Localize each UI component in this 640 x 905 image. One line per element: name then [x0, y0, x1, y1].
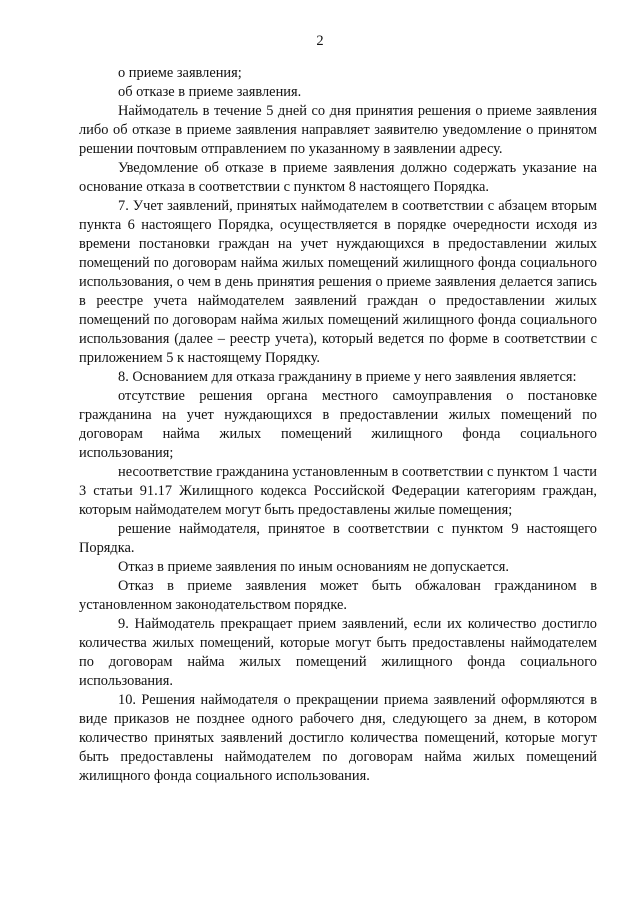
- paragraph-clause-10: 10. Решения наймодателя о прекращении приема заявлений оформляются в виде приказов не позднее одного рабочего дня, следующего за днем, в котором количество принятых заявлений достигло количества помещений, которые могут быть предоставлены наймодателем по договорам найма жилых помещений жилищного фонда социального использования.: [79, 692, 597, 784]
- paragraph-ground-no-decision: отсутствие решения органа местного самоуправления о постановке гражданина на учет нуждающихся в предоставлении жилых помещений по договорам найма жилых помещений жилищного фонда социального использования;: [79, 388, 597, 461]
- paragraph-notification-deadline: Наймодатель в течение 5 дней со дня принятия решения о приеме заявления либо об отказе в приеме заявления направляет заявителю уведомление о принятом решении почтовым отправлением по указанному в заявлении адресу.: [79, 103, 597, 157]
- paragraph-clause-7: 7. Учет заявлений, принятых наймодателем в соответствии с абзацем вторым пункта 6 настоящего Порядка, осуществляется в порядке очередности исходя из времени постановки граждан на учет нуждающихся в предоставлении жилых помещений по договорам найма жилых помещений жилищного фонда социального использования, о чем в день принятия решения о приеме заявления делается запись в реестре учета наймодателем заявлений граждан о предоставлении жилых помещений по договорам найма жилых помещений жилищного фонда социального использования (далее – реестр учета), который ведется по форме в соответствии с приложением 5 к настоящему Порядку.: [79, 198, 597, 366]
- paragraph-ground-landlord-decision: решение наймодателя, принятое в соответствии с пунктом 9 настоящего Порядка.: [79, 521, 597, 556]
- document-body: [79, 64, 597, 786]
- paragraph-clause-9: 9. Наймодатель прекращает прием заявлений, если их количество достигло количества жилых помещений, которые могут быть предоставлены наймодателем по договорам найма жилых помещений жилищного фонда социального использования.: [79, 616, 597, 689]
- paragraph-appeal: Отказ в приеме заявления может быть обжалован гражданином в установленном законодательством порядке.: [79, 578, 597, 613]
- paragraph-refusal-option: об отказе в приеме заявления.: [118, 84, 302, 100]
- page-number: 2: [316, 33, 324, 49]
- paragraph-ground-category-mismatch: несоответствие гражданина установленным в соответствии с пунктом 1 части 3 статьи 91.17 Жилищного кодекса Российской Федерации категориям граждан, которым наймодателем могут быть предоставлены жилые помещения;: [79, 464, 597, 518]
- paragraph-no-other-grounds: Отказ в приеме заявления по иным основаниям не допускается.: [118, 559, 510, 575]
- paragraph-refusal-grounds-notice: Уведомление об отказе в приеме заявления должно содержать указание на основание отказа в соответствии с пунктом 8 настоящего Порядка.: [79, 160, 597, 195]
- paragraph-clause-8: 8. Основанием для отказа гражданину в приеме у него заявления является:: [118, 369, 577, 385]
- paragraph-acceptance-option: о приеме заявления;: [118, 65, 242, 81]
